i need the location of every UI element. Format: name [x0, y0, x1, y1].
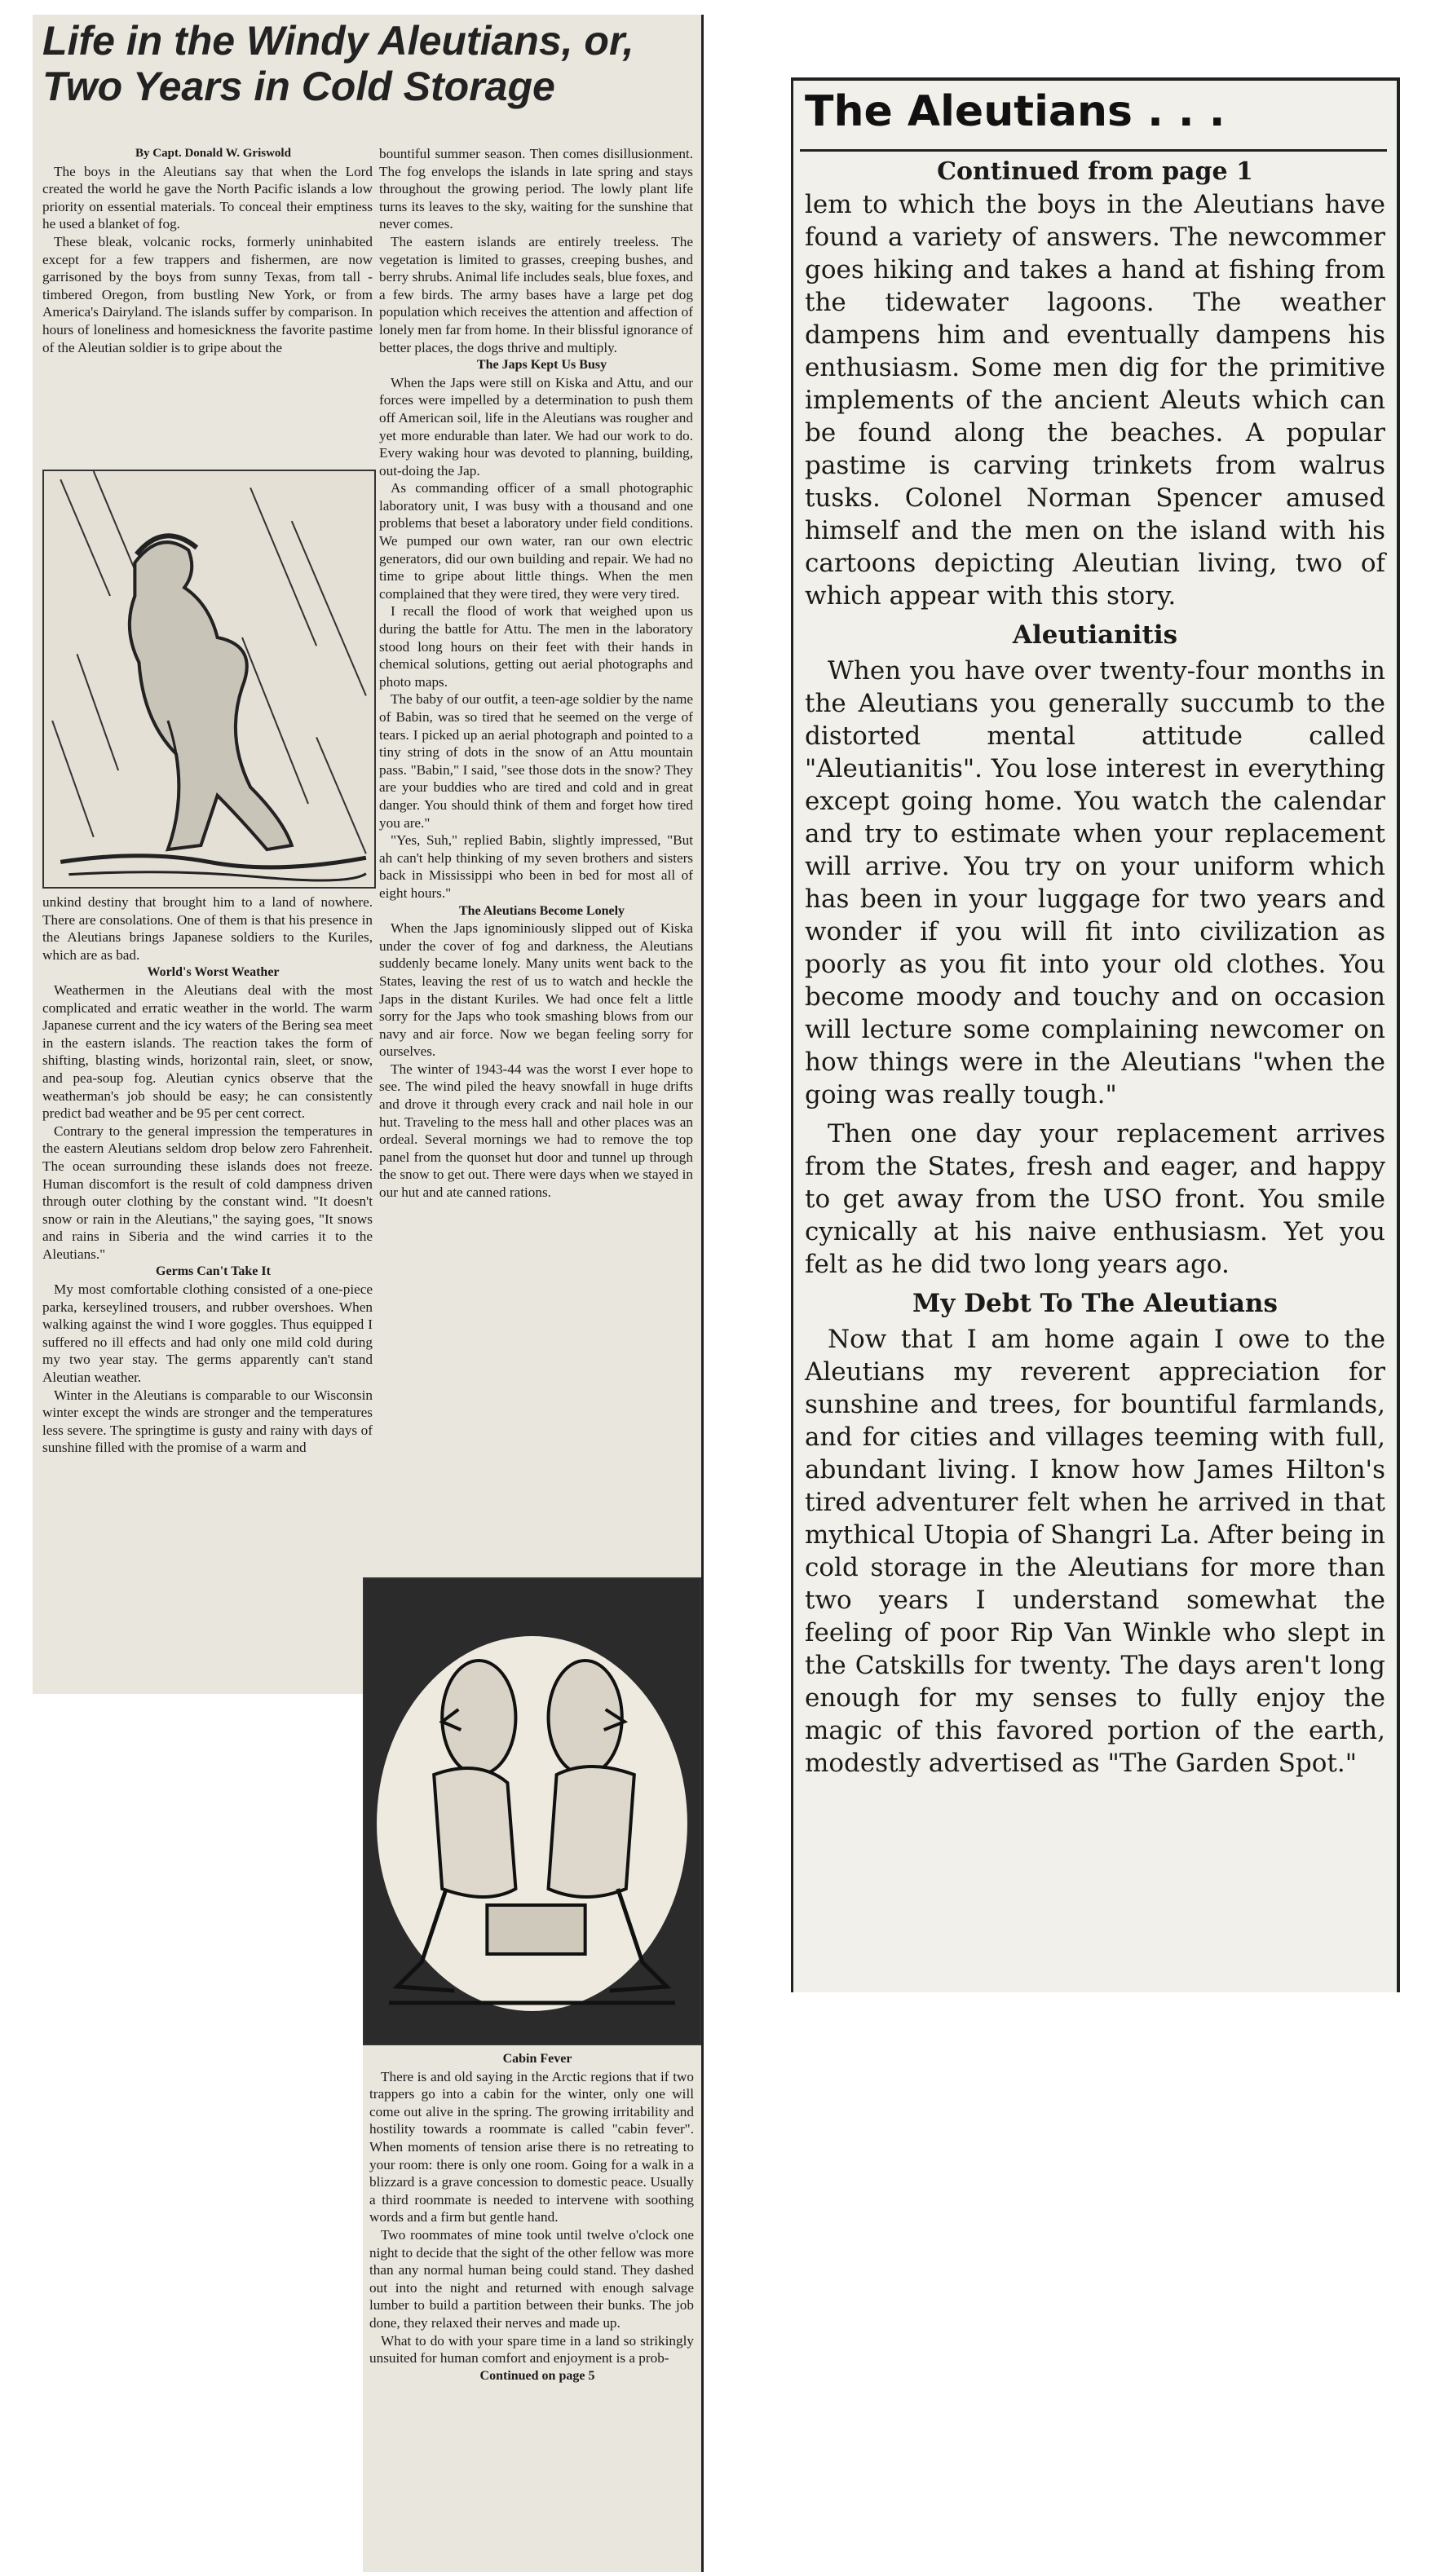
soldier-in-wind-cartoon	[42, 470, 376, 889]
paragraph: "Yes, Suh," replied Babin, slightly impressed, "But ah can't help thinking of my seven brothers and sisters back in Mississippi who been in bed for most all of eight hours."	[379, 832, 693, 901]
paragraph: There is and old saying in the Arctic regions that if two trappers go into a cabin for the winter, only one will come out alive in the spring. The growing irritability and hostility towards a roommate is called "cabin fever". When moments of tension arise there is no retreating to your room: there is only one room. Going for a walk in a blizzard is a grave concession to domestic peace. Usually a third roommate is needed to intervene with soothing words and a firm but gentle hand.	[369, 2068, 694, 2225]
paragraph: My most comfortable clothing consisted of a one-piece parka, kerseylined trousers, and rubber overshoes. When walking against the wind I wore goggles. Thus equipped I suffered no ill effects and had only one mild cold during my two year stay. The germs apparently can't stand Aleutian weather.	[42, 1281, 373, 1386]
right-article-title: The Aleutians . . .	[805, 87, 1226, 136]
paragraph: When you have over twenty-four months in the Aleutians you generally succumb to the distorted mental attitude called "Aleutianitis". You lose interest in everything except going home. You watch the calendar and try to estimate when your replacement will arrive. You try on your uniform which has been in your luggage for two years and wonder if you will fit into civilization as poorly as you fit into your old clothes. You become moody and touchy and on occasion will lecture some complaining newcomer on how things were in the Aleutians "when the going was really tough."	[805, 656, 1385, 1109]
two-trappers-cartoon	[363, 1577, 701, 2045]
subheading: My Debt To The Aleutians	[912, 1289, 1278, 1318]
right-article-body	[805, 156, 1385, 1786]
paragraph: When the Japs ignominiously slipped out of Kiska under the cover of fog and darkness, the Aleutians suddenly became lonely. Many units went back to the States, leaving the rest of us to watch and heckle the Japs in the distant Kuriles. We had once felt a little sorry for the Japs who took smashing blows from our navy and air force. Now we began feeling sorry for ourselves.	[379, 920, 693, 1060]
paragraph: Weathermen in the Aleutians deal with the most complicated and erratic weather in the world. The warm Japanese current and the icy waters of the Bering sea meet in the eastern islands. The reaction takes the form of shifting, blasting winds, horizontal rain, sleet, or snow, and pea-soup fog. Aleutian cynics observe that the weatherman's job should be easy; he can consistently predict bad weather and be 95 per cent correct.	[42, 981, 373, 1122]
headline-line-2: Two Years in Cold Storage	[42, 64, 555, 109]
column-1-upper	[42, 145, 373, 356]
right-article-clipping	[791, 77, 1400, 1992]
paragraph: The baby of our outfit, a teen-age soldier by the name of Babin, was so tired that he seemed on the verge of tears. I picked up an aerial photograph and pointed to a tiny string of dots in the snow of an Attu mountain pass. "Babin," I said, "see those dots in the snow? They are your buddies who are tired and cold and in great danger. You should think of them and forget how tired you are."	[379, 691, 693, 831]
continued-note: Continued on page 5	[479, 2368, 595, 2383]
paragraph: lem to which the boys in the Aleutians have found a variety of answers. The newcommer goes hiking and takes a hand at fishing from the tidewater lagoons. The weather dampens him and eventually dampens his enthusiasm. Some men dig for the primitive implements of the ancient Aleuts which can be found along the beaches. A popular pastime is carving trinkets from walrus tusks. Colonel Norman Spencer amused himself and the men on the island with his cartoons depicting Aleutian living, two of which appear with this story.	[805, 190, 1385, 611]
paragraph: Then one day your replacement arrives from the States, fresh and eager, and happy to get away from the USO front. You smile cynically at his naive enthusiasm. Yet you felt as he did two long years ago.	[805, 1119, 1385, 1279]
paragraph: The winter of 1943-44 was the worst I ever hope to see. The wind piled the heavy snowfall in huge drifts and drove it through every crack and nail hole in our hut. Traveling to the mess hall and other places was an ordeal. Several mornings we had to remove the top panel from the quonset hut door and tunnel up through the snow to get out. There were days when we stayed in our hut and ate canned rations.	[379, 1061, 693, 1201]
paragraph: bountiful summer season. Then comes disillusionment. The fog envelops the islands in late spring and stays throughout the growing period. The lowly plant life turns its leaves to the sky, waiting for the sunshine that never comes.	[379, 146, 693, 232]
article-headline	[42, 18, 687, 109]
title-divider	[800, 149, 1387, 152]
paragraph: Contrary to the general impression the temperatures in the eastern Aleutians seldom drop below zero Fahrenheit. The ocean surrounding these islands does not freeze. Human discomfort is the result of cold dampness driven through outer clothing by the constant wind. "It doesn't snow or rain in the Aleutians," the saying goes, "It snows and rains in Siberia and the wind carries it to the Aleutians."	[42, 1123, 373, 1262]
paragraph: Now that I am home again I owe to the Aleutians my reverent appreciation for sunshine and trees, for bountiful farmlands, and for cities and villages teeming with full, abundant living. I know how James Hilton's tired adventurer felt when he arrived in that mythical Utopia of Shangri La. After being in cold storage in the Aleutians for more than two years I understand somewhat the feeling of poor Rip Van Winkle who slept in the Catskills for twenty. The days aren't long enough for my senses to fully enjoy the magic of this favored portion of the earth, modestly advertised as "The Garden Spot."	[805, 1325, 1385, 1778]
column-2	[379, 145, 693, 1202]
paragraph: The boys in the Aleutians say that when the Lord created the world he gave the North Pacific islands a low priority on essential materials. To conceal their emptiness he used a blanket of fog.	[42, 163, 373, 232]
subheading: Germs Can't Take It	[156, 1264, 271, 1279]
paragraph: The eastern islands are entirely treeless. The vegetation is limited to grasses, creeping bushes, and berry shrubs. Animal life includes seals, blue foxes, and a few birds. The army bases have a large pet dog population which receives the attention and affection of lonely men far from home. In their blissful ignorance of better places, the dogs thrive and multiply.	[379, 233, 693, 355]
subheading: Cabin Fever	[502, 2052, 572, 2066]
subheading: The Aleutians Become Lonely	[458, 903, 625, 918]
subheading: The Japs Kept Us Busy	[476, 358, 607, 373]
headline-line-1: Life in the Windy Aleutians, or,	[42, 18, 634, 64]
paragraph: As commanding officer of a small photographic laboratory unit, I was busy with a thousand and one problems that beset a laboratory under field conditions. We pumped our own water, ran our own electric generators, did our own building and repair. We had no time to gripe about little things. When the men complained that they were tired, they were very tired.	[379, 480, 693, 602]
column-1-lower	[42, 893, 373, 1457]
paragraph: I recall the flood of work that weighed upon us during the battle for Attu. The men in the laboratory stood long hours on their feet with their hands in chemical solutions, getting out aerial photographs and photo maps.	[379, 603, 693, 690]
subheading: World's Worst Weather	[147, 965, 280, 980]
continuation-clipping	[363, 1577, 704, 2572]
paragraph: When the Japs were still on Kiska and Attu, and our forces were impelled by a determination to push them off American soil, life in the Aleutians was rougher and yet more endurable than later. We had our work to do. Every waking hour was devoted to planning, building, out-doing the Jap.	[379, 374, 693, 479]
subheading: Aleutianitis	[1012, 620, 1178, 650]
byline: By Capt. Donald W. Griswold	[135, 147, 291, 160]
paragraph: Two roommates of mine took until twelve o'clock one night to decide that the sight of the other fellow was more than any normal human being could stand. They dashed out into the night and returned with enough salvage lumber to build a partition between their bunks. The job done, they relaxed their nerves and made up.	[369, 2226, 694, 2331]
paragraph: Winter in the Aleutians is comparable to our Wisconsin winter except the winds are stronger and the temperatures less severe. The springtime is gusty and rainy with days of sunshine filled with the promise of a warm and	[42, 1387, 373, 1456]
paragraph: These bleak, volcanic rocks, formerly uninhabited except for a few trappers and fishermen, are now garrisoned by the boys from sunny Texas, from tall - timbered Oregon, from bustling New York, or from America's Dairyland. The islands suffer by comparison. In hours of loneliness and homesickness the favorite pastime of the Aleutian soldier is to gripe about the	[42, 233, 373, 355]
column-3	[369, 2050, 694, 2384]
paragraph: unkind destiny that brought him to a land of nowhere. There are consolations. One of them is that his presence in the Aleutians brings Japanese soldiers to the Kuriles, which are as bad.	[42, 894, 373, 963]
paragraph: What to do with your spare time in a land so strikingly unsuited for human comfort and enjoyment is a prob-	[369, 2332, 694, 2366]
left-article-clipping	[33, 15, 704, 1694]
continued-from-note: Continued from page 1	[937, 157, 1253, 186]
